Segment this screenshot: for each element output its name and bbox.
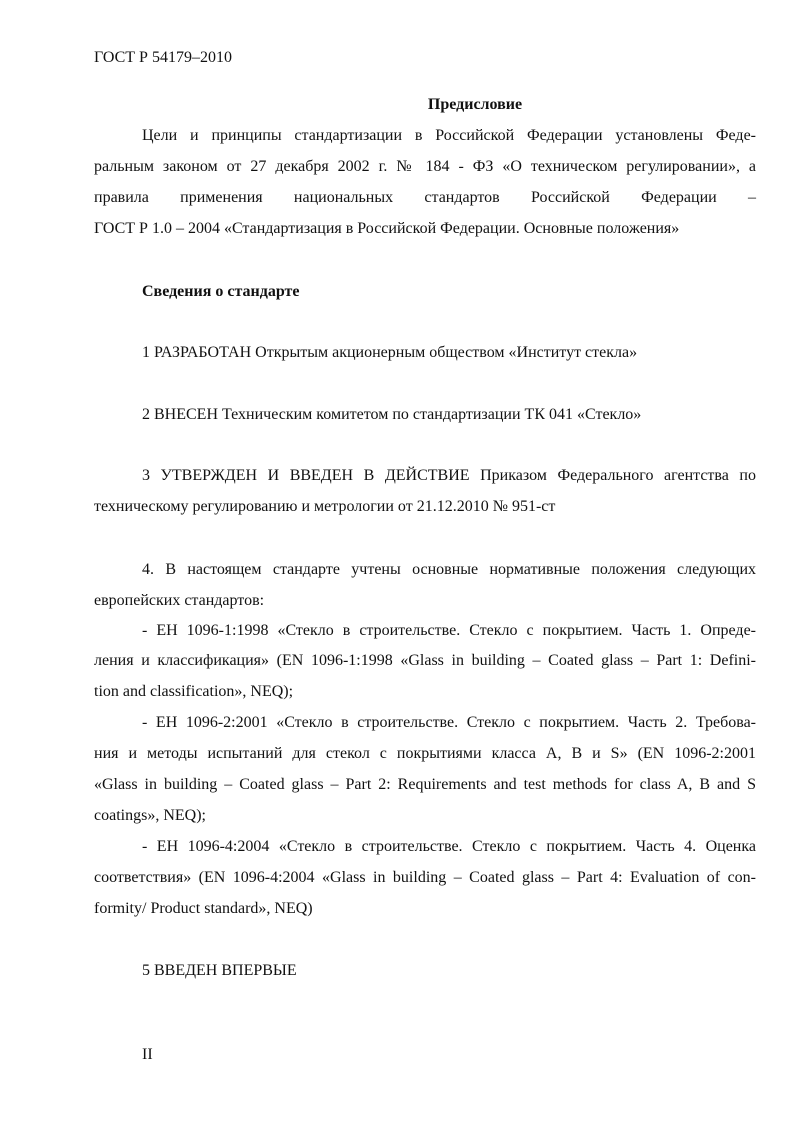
- standard-item-4-line-9: coatings», NEQ);: [94, 807, 206, 824]
- standard-item-1: 1 РАЗРАБОТАН Открытым акционерным обществом «Институт стекла»: [142, 344, 638, 361]
- standard-item-3-line-1: 3 УТВЕРЖДЕН И ВВЕДЕН В ДЕЙСТВИЕ Приказом Федерального агентства по: [142, 467, 756, 484]
- standard-item-4-line-3: - ЕН 1096-1:1998 «Стекло в строительстве. Стекло с покрытием. Часть 1. Опреде-: [142, 622, 756, 639]
- foreword-line-1: Цели и принципы стандартизации в Российской Федерации установлены Феде-: [142, 127, 756, 144]
- standard-item-5: 5 ВВЕДЕН ВПЕРВЫЕ: [142, 962, 297, 979]
- page-number: II: [142, 1046, 153, 1063]
- standard-item-4-line-5: tion and classification», NEQ);: [94, 683, 294, 700]
- foreword-line-4: ГОСТ Р 1.0 – 2004 «Стандартизация в Российской Федерации. Основные положения»: [94, 220, 680, 237]
- standard-item-4-line-7: ния и методы испытаний для стекол с покрытиями класса А, В и S» (EN 1096-2:2001: [94, 745, 756, 762]
- standard-item-4-line-6: - ЕН 1096-2:2001 «Стекло в строительстве. Стекло с покрытием. Часть 2. Требова-: [142, 714, 756, 731]
- standard-item-3-line-2: техническому регулированию и метрологии от 21.12.2010 № 951-ст: [94, 498, 556, 515]
- foreword-line-2: ральным законом от 27 декабря 2002 г. № 184 - ФЗ «О техническом регулировании», а: [94, 158, 756, 175]
- standard-info-title: Сведения о стандарте: [142, 283, 300, 300]
- standard-item-4-line-10: - ЕН 1096-4:2004 «Стекло в строительстве. Стекло с покрытием. Часть 4. Оценка: [142, 838, 756, 855]
- standard-item-2: 2 ВНЕСЕН Техническим комитетом по стандартизации ТК 041 «Стекло»: [142, 406, 642, 423]
- standard-item-4-line-2: европейских стандартов:: [94, 592, 265, 609]
- standard-item-4-line-12: formity/ Product standard», NEQ): [94, 900, 313, 917]
- standard-item-4-line-1: 4. В настоящем стандарте учтены основные нормативные положения следующих: [142, 561, 756, 578]
- foreword-line-3: правила применения национальных стандартов Российской Федерации –: [94, 189, 756, 206]
- standard-item-4-line-8: «Glass in building – Coated glass – Part 2: Requirements and test methods for class A, B and S: [94, 776, 756, 793]
- gost-number-header: ГОСТ Р 54179–2010: [94, 49, 232, 66]
- standard-item-4-line-11: соответствия» (EN 1096-4:2004 «Glass in building – Coated glass – Part 4: Evaluation of con-: [94, 869, 756, 886]
- foreword-title: Предисловие: [427, 96, 523, 113]
- standard-item-4-line-4: ления и классификация» (EN 1096-1:1998 «Glass in building – Coated glass – Part 1: Defini-: [94, 652, 756, 669]
